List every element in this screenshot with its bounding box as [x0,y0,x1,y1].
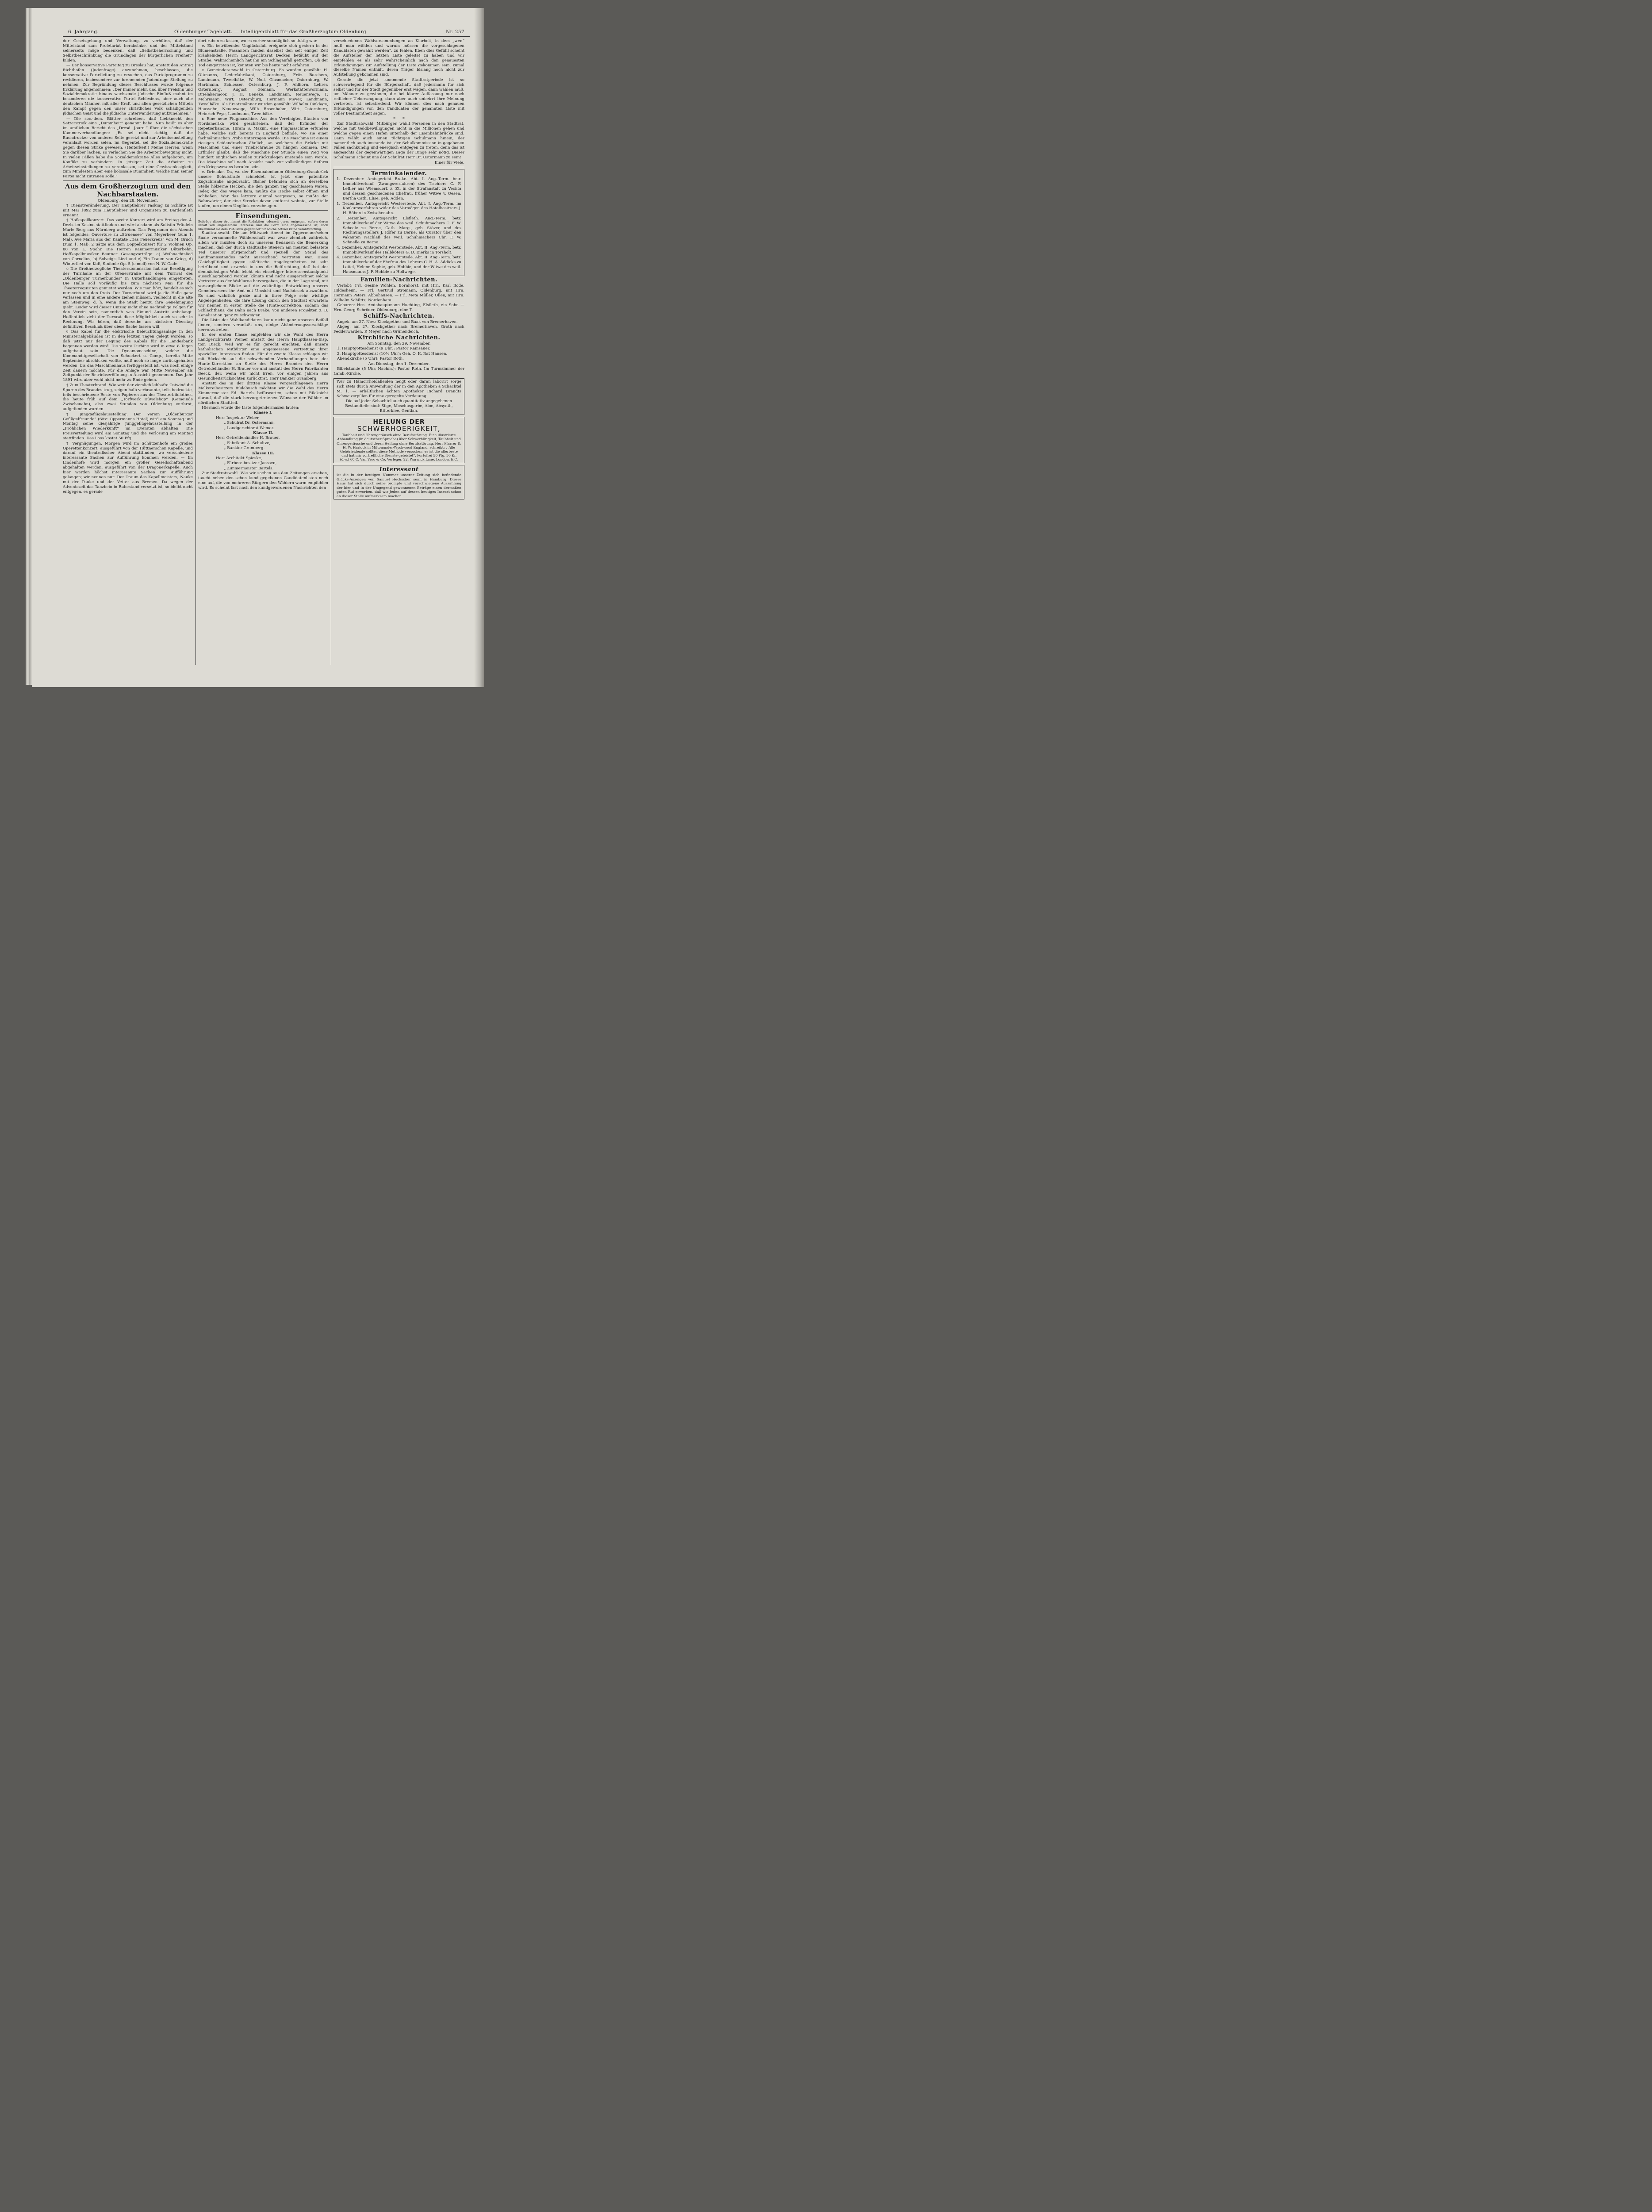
newspaper-page [32,8,484,687]
ad-heading: SCHWERHOERIGKEIT, [357,425,441,433]
candidate: „ Fabrikant A. Schultze, [224,441,271,445]
church-entry: Am Sonntag, den 29. November. [367,341,431,346]
article-socdem-papers: — Die soc.-dem. Blätter schreiben, daß Liebknecht den Setzerstreik eine „Dummheit“ genannt habe. Nun heißt es aber im amtlichen Bericht des „Dresd. Journ.“ über die sächsischen Kammerverhandlungen: „Es sei nicht richtig, daß die Buchdrucker von anderer Seite gereizt und zur Arbeitseinstellung veranlaßt worden seien, im Gegenteil sei die Sozialdemokratie gegen diesen Strike gewesen. (Heiterkeit.) Meine Herren, wenn Sie darüber lachen, so verlachen Sie die Arbeiterbewegung nicht. In vielen Fällen habe die Sozialdemokratie Alles aufgeboten, um Konflikt zu verhindern. In jetziger Zeit die Arbeiter zu Arbeitseinstellungen zu veranlassen, sei eine Gewissenlosigkeit, zum Mindesten aber eine kolossale Dummheit, welche man seiner Partei nicht zutrauen solle.“ [63,116,193,179]
article-flying-machine: r. Eine neue Flugmaschine. Aus den Vereinigten Staaten von Nordamerika wird geschrieben, daß der Erfinder der Repetierkanone, Hiram S. Maxim, eine Flugmaschine erfunden habe, welche sich bereits in England befinde, wo sie einer fachmännischen Probe unterzogen werde. Die Maschine ist einem riesigen Seidendrachen ähnlich, an welchem die Brücke mit Maschinen und einer Triebschraube zu hängen kommen. Der Erfinder glaubt, daß die Maschine per Stunde einen Weg von hundert englischen Meilen zurückzulegen imstande sein werde. Die Maschine soll nach Ansicht noch zur vollständigen Reform des Kriegswesens berufen sein. [198,117,328,170]
candidate: „ Färbereibesitzer Janssen, [224,461,277,466]
dateline: Oldenburg, den 28. November. [97,198,158,203]
ad-box-interesting [333,465,464,500]
divider [198,210,328,211]
ad-text: Wer zu Hämorrhoidalleiden neigt oder daran laborirt sorge sich stets durch Anwendung der in den Apotheken à Schachtel M. 1. — erhältlichen ächten Apotheker Richard Brandts Schweizerpillen für eine geregelte Verdauung. [337,379,461,399]
family-news-heading: Familien-Nachrichten. [360,276,438,284]
article-text: dort ruhen zu lassen, wo es vorher sonntäglich so thätig war. [198,39,318,43]
class-heading: Klasse II. [253,430,273,435]
letter-text: Hiernach würde die Liste folgendermaßen lauten: [202,405,299,410]
class-heading: Klasse III. [252,451,275,456]
church-entry: Am Dienstag, den 1. Dezember. [368,361,430,366]
letter-text: Anstatt des in der dritten Klasse vorgeschlagenen Herrn Molkereibesitzers Rüdebusch möchten wir die Wahl des Herrn Zimmermeister Ed. Bartels befürworten, schon mit Rücksicht darauf, daß die stark hervorgetretenen Wünsche der Wähler im nördlichen Stadtteil. [198,381,328,405]
letter-city-election-2: Zur Stadtratswahl. Wie wir soeben aus den Zeitungen ersehen, taucht neben den schon kund gegebenen Candidatenlisten noch eine auf, die von mehreren Bürgern den Wählern warm empfohlen wird. Es scheint fast nach den kundgewordenen Nachrichten den [198,471,328,490]
scan-background [0,0,488,694]
ad-text: Taubheit und Ohrengeräusch ohne Berufsstörung. Eine illustrierte Abhandlung (in deutscher Sprache) über Schwerhörigkeit, Taubheit und Ohrengeräusche und deren Heilung ohne Berufsstörung. Herr Pfarrer D. H. W. Harlock in Miltonunder-Wychwood England, schreibt: „ Alle Gehörleidende sollten diese Methode versuchen, es ist die allerbeste und hat mir vortreffliche Dienste geleistet“. Portofrei 50 Pfg. 30 Kr. (ö.w.) 60 C. Van Vero & Co, Verleger, 22, Warwick Lane, London, E.C. [337,433,461,462]
editorial-disclaimer: Beiträge dieser Art nimmt die Redaktion jederzeit gerne entgegen, sofern deren Inhalt von allgemeinem Interesse und die Form eine angemessene ist, doch übernimmt sie dem Publikum gegenüber für solche Artikel keine Verantwortung. [198,220,328,231]
church-entry: Abendkirche (5 Uhr): Pastor Roth. [337,357,404,361]
section-heading-regional: Aus dem Großherzogtum und den Nachbarstaaten. [65,182,191,199]
section-heading-letters: Einsendungen. [235,211,291,220]
article-theater-fire: † Zum Theaterbrand. Wie weit der ziemlich lebhafte Ostwind die Spuren des Brandes trug, zeigen halb verbrannte, teils bedruckte, teils beschriebene Reste von Papieren aus der Theaterbibliothek, die heute früh auf dem „Torfwerk Düwelshop“ (Gemeinde Zwischenahn), also zwei Stunden von Oldenburg entfernt, aufgefunden wurden. [63,383,193,412]
class-heading: Klasse I. [254,411,272,415]
calendar-heading: Terminkalender. [371,170,427,177]
column-3 [333,39,464,667]
article-council-election: e Gemeinderatswahl in Osternburg. Es wurden gewählt: H. Oltmanns, Lederfabrikant, Osternburg, Fritz Borchers, Landmann, Tweelbäke, W. Noll, Glasmacher, Osternburg, W. Hartmann, Schlosser, Osternburg, J. F. Ahlhorn, Lehrer, Osternburg, August Gömann, Werkstättenvormann, Drielakermoor, J. H. Beneke, Landmann, Neuenwege, F. Mohrmann, Wirt, Osternburg, Hermann Meyer, Landmann, Tweelbäke. Als Ersatzmänner wurden gewählt: Wilhelm Dinklage, Haussohn, Neuenwege, Wilh. Rosenbohm, Wirt, Osternburg, Heinrich Feye, Landmann, Tweelbäke. [198,68,328,116]
letter-text: Die Liste der Wahlkandidaten kann nicht ganz unseren Beifall finden, sondern veranlaßt uns, einige Abänderungsvorschläge hervorzutreten. [198,318,328,332]
letter-text: In der ersten Klasse empfehlen wir die Wahl des Herrn Landgerichtsrats Wemer anstatt des Herrn Hauptkassen-Insp. tom Dieck, weil wir es für gerecht erachten, daß unsere katholischen Mitbürger eine angemessene Vertretung ihrer speziellen Interessen finden. Für die zweite Klasse schlagen wir mit Rücksicht auf die schwebenden Verhandlungen betr. der Hunte-Korrektion an Stelle des Herrn Brandes den Herrn Getreidehändler H. Brauer vor und anstatt des Herrn Fabrikanten Beeck, der, wenn wir nicht irren, vor einigen Jahren aus Gesundheitsrücksichten zurücktrat, Herr Bankier Gramberg. [198,333,328,381]
column-2 [198,39,328,667]
article-amusements: † Vergnügungen. Morgen wird im Schützenhofe ein großes Operettenkonzert, ausgeführt von der Hüttnerschen Kapelle, und darauf ein theatralischer Abend stattfinden, wo verschiedene interessante Sachen zur Aufführung kommen werden. — Im Lindenhofe wird morgen ein großer Gesellschaftsabend abgehalten werden, ausgeführt von der Dragonerkapelle. Auch hier werden höchst interessante Sachen zur Aufführung gelangen; wir nennen nur: Der Traum des Kapellmeisters; Nauke mit der Pauke und der Vetter aus Bremen. Da wegen der Adventszeit das Tanzbein in Ruhestand versetzt ist, so bleibt nicht entgegen, es gerade [63,441,193,494]
header-volume: 6. Jahrgang. [68,29,99,35]
header-rule [63,36,470,37]
divider [63,180,193,181]
calendar-entry: 1. Dezember. Amtsgericht Westerstede. Abt. I. Ang.-Term. im Konkursverfahren wider das Vermögen des Hotelbesitzers J. H. Röben in Zwischenahn. [337,201,461,216]
candidate: „ Landgerichtsrat Wemer. [224,426,274,430]
letter-city-election-3: Zur Stadtratswahl. Mitbürger, wählt Personen in den Stadtrat, welche mit Geldbewilligungen nicht in die Millionen gehen und welche gegen einen Hafen unterhalb der Eisenbahnbrücke sind. Dann wählt auch einen tüchtigen Schulmann hinein, der namentlich auch imstande ist, der Schulkommission in gegebenen Fällen sachkundig und energisch entgegen zu treten, denn das ist angesichts der gegenwärtigen Lage der Dinge sehr nötig. Dieser Schulmann scheint uns der Schulrat Herr Dr. Ostermann zu sein! [333,121,464,160]
column-1 [63,39,193,667]
family-born: Geboren: Hrn. Amtshauptmann Huchting, Elsfleth, ein Sohn — Hrn. Georg Schröder, Oldenburg, eine T. [333,303,464,313]
article-conservative-party: — Der konservative Parteitag zu Breslau hat, anstatt den Antrag Richthofen (Judenfrage) anzunehmen, beschlossen, die konservative Parteileitung zu ersuchen, das Parteiprogramm zu revidieren, insbesondere zur brennenden Judenfrage Stellung zu nehmen. Zur Begründung dieses Beschlusses wurde folgende Erklärung angenommen: „Der immer mehr, und über Freisinn und Sozialdemokratie hinaus wachsende jüdische Einfluß mahnt im besonderen die konservative Partei Schlesiens, aber auch alle deutschen Männer, mit aller Kraft und allen gesetzlichen Mitteln den Kampf gegen den unser christliches Volk schädigenden jüdischen Geist und die jüdische Unterwanderung aufzunehmen.“ [63,63,193,116]
article-accident: e. Ein betrübender Unglücksfall ereignete sich gestern in der Blumenstraße. Passanten fanden daselbst den seit einiger Zeit kränkelnden Herrn Landgerichtsrat Decken betäubt auf der Straße. Wahrscheinlich hat ihn ein Schlaganfall getroffen. Ob der Tod eingetreten ist, konnten wir bis heute nicht erfahren. [198,44,328,68]
header-title: Oldenburger Tageblatt. — Intelligenzblatt für das Großherzogtum Oldenburg. [174,29,368,35]
calendar-entry: 2. Dezember. Amtsgericht Elsfleth. Ang.-Term. betr. Immobilverkauf der Witwe des weil. Schuhmachers C. F. W. Scheele zu Berne, Cath. Marg., geb. Stöver, und des Rechnungsstellers J. Röfer zu Berne, als Curator über den vakanten Nachlaß des weil. Schuhmachers Chr. F. W. Schnelle zu Berne. [337,216,461,245]
article-cable: § Das Kabel für die elektrische Beleuchtungsanlage in den Ministerialgebäuden ist in den letzten Tagen gelegt worden, so daß jetzt nur der Legung des Kabels für die Landesbank begonnen werden wird. Die zweite Turbine wird in etwa 8 Tagen aufgebaut sein. Die Dynamomaschine, welche die Kommanditgesellschaft von Schuckert u. Comp., bereits Mitte September abschicken wollte, muß noch so lange zurückgehalten werden, bis das Maschinenhaus fertiggestellt ist, was noch einige Zeit dauern möchte. Für die Anlage war Mitte November als Zeitpunkt der Betriebseröffnung in Aussicht genommen. Das Jahr 1891 wird aber wohl nicht mehr zu Ende gehen. [63,330,193,383]
calendar-entry: 1. Dezember. Amtsgericht Brake. Abt. I. Ang.-Term. beir. Immobilverkauf (Zwangsverfahren) des Tischlers C. F. Leffler aus Wiemsdorf, z. Zt. in der Strafanstalt zu Vechta und dessen geschiedenen Ehefrau, früher Witwe v. Oesen, Bertha Cath. Elise, geb. Adden. [337,177,461,201]
candidate: „ Bankier Gramberg. [224,446,265,451]
letter-text: verschiedenen Wahlversammlungen an Klarheit, in dem „wen“ muß man wählen und warum müssen die vorgeschlagenen Kandidaten gewählt werden“, zu fehlen. Eben dies Gefühl scheint die Aufsteller der letzten Liste geleitet zu haben und wir empfehlen es als sehr wahrscheinlich nach den genauesten Erkundigungen zur Aufstellung der Liste gekommen sein, zumal dieselbe Namen enthält, deren Träger bislang noch nicht zur Aufstellung gekommen sind. [333,39,464,77]
letter-signature: Einer für Viele. [434,160,464,165]
divider-asterisks: * * [393,116,405,121]
ad-heading: Interessant [379,466,419,473]
family-engaged: Verlobt: Frl. Gesine Wöhlen, Bornhorst, mit Hrn. Karl Bode, Hildesheim. — Frl. Gertrud Stromann, Oldenburg, mit Hrn. Hermann Peters, Abbehausen. — Frl. Meta Müller, Ollen, mit Hrn. Wilhelm Schüttz, Nordenham. [333,284,464,303]
page-stack-edge [26,8,32,685]
church-entry: 2. Hauptgottesdienst (10½ Uhr): Geh. O. K. Rat Hansen. [337,351,448,356]
church-entry: Bibelstunde (5 Uhr, Nachm.): Pastor Roth. Im Turmzimmer der Lamb.-Kirche. [333,367,464,376]
candidate: „ Schulrat Dr. Ostermann, [224,421,275,426]
article-theater-commission: c Die Großherzogliche Theaterkommission hat zur Beseitigung der Turnhalle an der Ofenerstraße mit dem Turnrat des „Oldenburger Turnerbundes“ in Unterhandlungen eingetreten. Die Halle soll vorläufig bis zum nächsten Mai für die Theaterrequisiten gemietet werden. Wie man hört, handelt es sich nur noch um den Preis. Der Turnerbund wird ja die Halle ganz verlassen und in eine andere ziehen müssen, vielleicht in die alte am Steinweg, d. h. wenn die Stadt hierzu ihre Genehmigung giebt. Leider wird dieser Umzug nicht ohne nachteilige Folgen für den Verein sein, namentlich was Einund Austritt anbelangt. Hoffentlich zieht der Turnrat diese Möglichkeit auch so sehr in Rechnung. Wir hören, daß derselbe am nächsten Dienstag definitiven Beschluß über diese Sache fassen will. [63,266,193,329]
ad-heading: HEILUNG DER [373,419,425,426]
church-entry: 1. Hauptgottesdienst (9 Uhr): Pastor Ramsauer. [337,346,430,351]
shipping-news-heading: Schiffs-Nachrichten. [363,312,435,319]
ship-arrived: Angek. am 27. Nov.: Klockgether und Baak von Bremerhaven. [337,319,458,324]
candidate: „ Zimmermeister Bartels. [224,466,274,471]
article-poultry-show: † Junggeflügelausstellung. Der Verein „Oldenburger Geflügelfreunde“ (Sitz: Oppermanns Hotel) wird am Sonntag und Montag seine diesjährige Junggeflügelausstellung in der „Fröhlichen Wiederkunft“ im Eversten abhalten. Die Preisverteilung wird am Sonntag und die Verlosung am Montag stattfinden. Das Loos kostet 50 Pfg. [63,412,193,441]
header-issue-number: Nr. 257 [446,29,464,35]
letter-city-election: Stadtratswahl. Die am Mittwoch Abend im Oppermann'schen Saale versammelte Wählerschaft war zwar ziemlich zahlreich, allein wir mußten doch zu unserem Bedauern die Bemerkung machen, daß der durch städtische Steuern am meisten belastete Teil unserer Bürgerschaft und speziell der Stand des Kaufmannsstandes nicht ausreichend vertreten war. Diese Gleichgültigkeit gegen städtische Angelegenheiten ist sehr betrübend und erweckt in uns die Befürchtung, daß bei der demnächstigen Wahl leicht ein einseitiger Interessenstandpunkt ausschlaggebend werden könnte und nicht ausgerechnet solche Vertreter aus der Wahlurne hervorgehen, die in der Lage sind, mit vorsorglichem Blicke auf die zukünftige Entwicklung unseres Gemeinwesens ihr Amt mit Umsicht und Nachdruck auszuüben. Es sind wahrlich große und in ihrer Folge sehr wichtige Angelegenheiten, die ihre Lösung durch den Stadtrat erwarten; wir nennen in erster Stelle die Hunte-Korrektion, sodann das Schlachthaus; die Bahn nach Brake; von anderen Projekten z. B. Kanalisation ganz zu schweigen. [198,231,328,318]
candidate: Herr Inspektor Weber, [216,415,260,420]
article-service-change: † Dienstveränderung. Der Hauptlehrer Fasking zu Schlüte ist mit Mai 1892 zum Hauptlehrer und Organisten zu Bardenfleth ernannt. [63,204,193,218]
ad-text: ist die in der heutigen Nummer unserer Zeitung sich befindende Glücks-Anzeigen von Samuel Heckscher senr. in Hamburg. Dieses Haus hat sich durch seine prompte und verschwiegene Auszahlung der hier und in der Umgegend gewonnenen Beträge einen dermaßen guten Ruf erworben, daß wir Jeden auf dessen heutiges Inserat schon an dieser Stelle aufmerksam machen. [337,473,461,498]
column-rule [195,39,196,665]
ad-text: Die auf jeder Schachtel auch quantitativ angegebenen Bestandteile sind: Silge, Moschusgarbe, Aloe, Absynth, Bitterklee, Gentian. [345,399,453,413]
church-news-heading: Kirchliche Nachrichten. [357,334,441,342]
calendar-box [333,169,464,276]
article-drielake: e. Drielake. Da, wo der Eisenbahndamm Oldenburg-Osnabrück unsere Schulstraße schneidet, ist jetzt eine patentirte Zugschranke angebracht. Bisher befanden sich an derselben Stelle hölzerne Hecken, die den ganzen Tag geschlossen waren. Jeder, der des Weges kam, mußte die Hecke selbst öffnen und schließen. War das letztere einmal vergessen, so mußte der Bahnwärter, der eine Strecke davon entfernt wohnte, zur Stelle laufen, um einem Unglück vorzubeugen. [198,170,328,208]
calendar-entry: 4. Dezember. Amtsgericht Westerstede. Abt. II. Ang.-Term. betr. Immobilverkauf der Ehefrau des Lehrers C. H. A. Addicks zu Leitel, Helene Sophie, geb. Hobbie, und der Witwe des weil. Hausmanns J. F. Hobbie zu Hollwege. [337,255,461,274]
article-text: der Gesetzgebung und Verwaltung, zu verhüten, daß der Mittelstand zum Proletariat herabsinke, und der Mittelstand seinerseits möge bedenken, daß „Selbstbeherrschung und Selbstbeschränkung die Grundlagen der bürgerlichen Freiheit“ bilden. [63,39,193,63]
letter-text: Gerade die jetzt kommende Stadtratperiode ist so schwerwiegend für die Bürgerschaft, daß jedermann für sich selbst und für der Stadt gegenüber erst wägen, dann wählen muß, um Männer zu gewinnen, die bei klarer Auffassung nur nach reiflicher Ueberzeugung, dann aber auch unbeirrt ihre Meinung vertreten, ist selbstredend. Wir können dies nach genauen Erkundigungen von den Candidaten der genannten Liste mit voller Bestimmtheit sagen. [333,77,464,116]
binding-shadow [474,8,484,687]
article-court-concert: † Hofkapellkonzert. Das zweite Konzert wird am Freitag den 4. Dezb. im Kasino stattfinden und wird alsdann als Solistin Fräulein Marie Berg aus Nürnberg auftreten. Das Programm des Abends ist folgendes: Ouverture zu „Struensee“ von Meyerbeer (zum 1. Mal). Ave Maria aus der Kantate „Das Feuerkreuz“ von M. Bruch (zum 1. Mal). 2 Sätze aus dem Doppelkonzert für 2 Violinen Op. 88 von L. Spohr. Die Herren Kammermusiker Düterbehn, Hoffkapellmusiker Beutner. Gesangvorträge: a) Weihnachtslied von Cornelius, b) Solveig's Lied und c) Ein Traum von Grieg, d) Winterlied von Koß, Sinfonie Op. 5 (c-moll) von N. W. Gade. [63,218,193,266]
ad-box-pills [333,378,464,415]
calendar-entry: 4. Dezember. Amtsgericht Westerstede. Abt. II. Ang.-Term. betr. Immobilverkauf des Halbköters G. D. Dierks in Torsholt. [337,245,461,255]
ship-departed: Abgeg. am 27. Klockgether nach Bremerhaven, Groth nach Fedderwarden, P. Meyer nach Grünendeich. [333,325,464,334]
candidate: Herr Getreidehändler H. Brauer, [216,436,280,441]
ad-box-hearing [333,417,464,463]
candidate: Herr Architekt Spieske, [216,456,262,461]
